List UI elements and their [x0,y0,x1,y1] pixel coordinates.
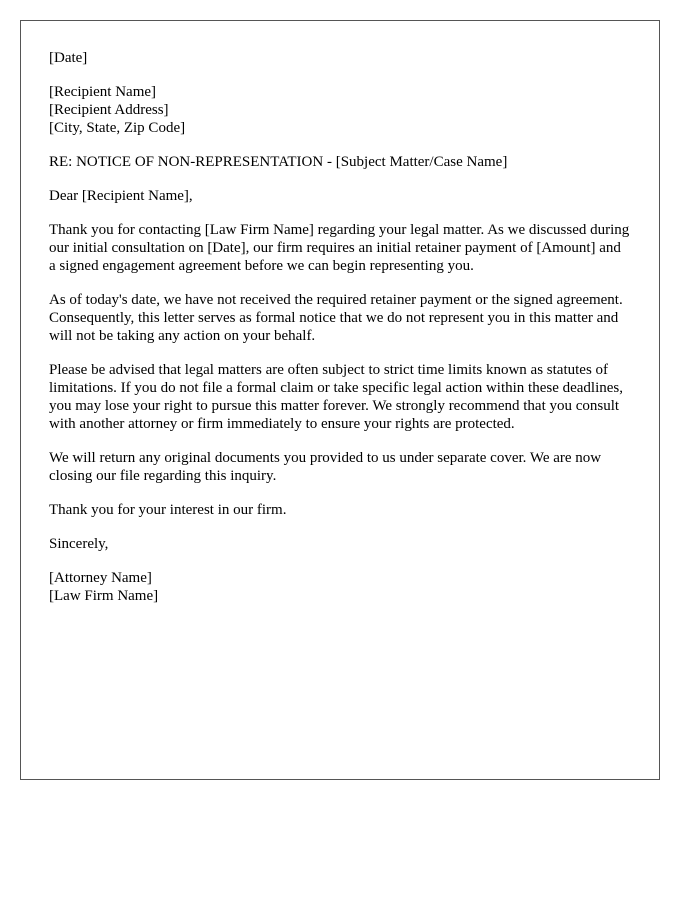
salutation: Dear [Recipient Name], [49,188,193,204]
signature-block [49,569,631,605]
closing: Sincerely, [49,536,109,552]
letter-page [20,20,660,780]
recipient-city-state-zip: [City, State, Zip Code] [49,120,186,136]
law-firm-name: [Law Firm Name] [49,588,159,604]
attorney-name: [Attorney Name] [49,570,152,586]
body-paragraph: Please be advised that legal matters are often subject to strict time limits known as statutes of limitations. If you do not file a formal claim or take specific legal action within these deadlines, you may lose your right to pursue this matter forever. We strongly recommend that you consult with another attorney or firm immediately to ensure your rights are protected. [49,362,623,432]
body-paragraph: As of today's date, we have not received the required retainer payment or the signed agreement. Consequently, this letter serves as formal notice that we do not represent you in this matter and will not be taking any action on your behalf. [49,292,623,344]
letter-date: [Date] [49,50,88,66]
subject-line: RE: NOTICE OF NON-REPRESENTATION - [Subject Matter/Case Name] [49,154,508,170]
body-paragraph: Thank you for contacting [Law Firm Name] regarding your legal matter. As we discussed during our initial consultation on [Date], our firm requires an initial retainer payment of [Amount] and a signed engagement agreement before we can begin representing you. [49,222,630,274]
body-paragraph: We will return any original documents you provided to us under separate cover. We are now closing our file regarding this inquiry. [49,450,602,484]
recipient-block [49,83,631,137]
recipient-address: [Recipient Address] [49,102,169,118]
body-paragraph: Thank you for your interest in our firm. [49,502,287,518]
recipient-name: [Recipient Name] [49,84,157,100]
